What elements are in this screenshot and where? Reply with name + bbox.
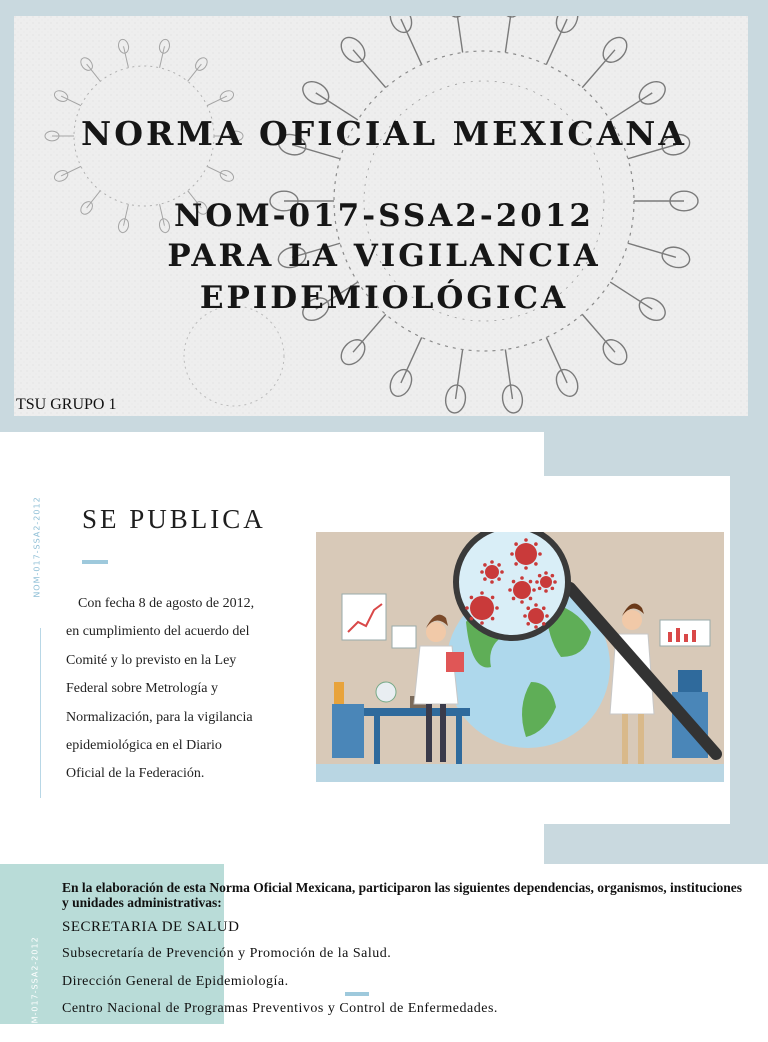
accent-dash: [345, 992, 369, 996]
participants-intro: En la elaboración de esta Norma Oficial Mexicana, participaron las siguientes dependencias, organismos, instituciones y unidades administrativas:: [62, 880, 742, 910]
participants-slide: [0, 864, 768, 1038]
body-line: Con fecha 8 de agosto de 2012,: [78, 596, 255, 611]
body-line: Federal sobre Metrología y: [66, 681, 219, 697]
vertical-norm-label: NOM-017-SSA2-2012: [30, 936, 40, 1038]
participant-item: Centro Nacional de Programas Preventivos y Control de Enfermedades.: [62, 1001, 498, 1016]
body-line: Oficial de la Federación.: [66, 766, 205, 782]
title-slide: [0, 0, 768, 432]
vertical-norm-label: NOM-017-SSA2-2012: [32, 496, 42, 598]
title-norm-code: NOM-017-SSA2-2012: [174, 198, 594, 234]
participant-item: Dirección General de Epidemiología.: [62, 974, 289, 989]
body-line: en cumplimiento del acuerdo del: [66, 624, 250, 640]
frame-bar-right: [730, 476, 768, 864]
group-label: TSU GRUPO 1: [16, 396, 117, 413]
title-subtitle-line-2: EPIDEMIOLÓGICA: [199, 280, 569, 316]
body-line: Normalización, para la vigilancia: [66, 709, 253, 725]
participant-item: Subsecretaría de Prevención y Promoción de la Salud.: [62, 946, 392, 961]
body-line: epidemiológica en el Diario: [66, 738, 222, 754]
publication-slide: [0, 432, 768, 864]
scientists-globe-illustration: [316, 532, 724, 782]
frame-bar-bottom: [544, 824, 768, 864]
divider-line: [40, 628, 41, 798]
body-line: Comité y lo previsto en la Ley: [66, 652, 237, 668]
participant-item: SECRETARIA DE SALUD: [62, 919, 240, 935]
title-subtitle-line-1: PARA LA VIGILANCIA: [167, 238, 601, 274]
publication-text: [66, 590, 286, 789]
section-heading: SE PUBLICA: [82, 504, 266, 534]
title-main: NORMA OFICIAL MEXICANA: [81, 114, 687, 153]
frame-bar-top: [544, 432, 768, 476]
accent-dash: [82, 560, 108, 564]
